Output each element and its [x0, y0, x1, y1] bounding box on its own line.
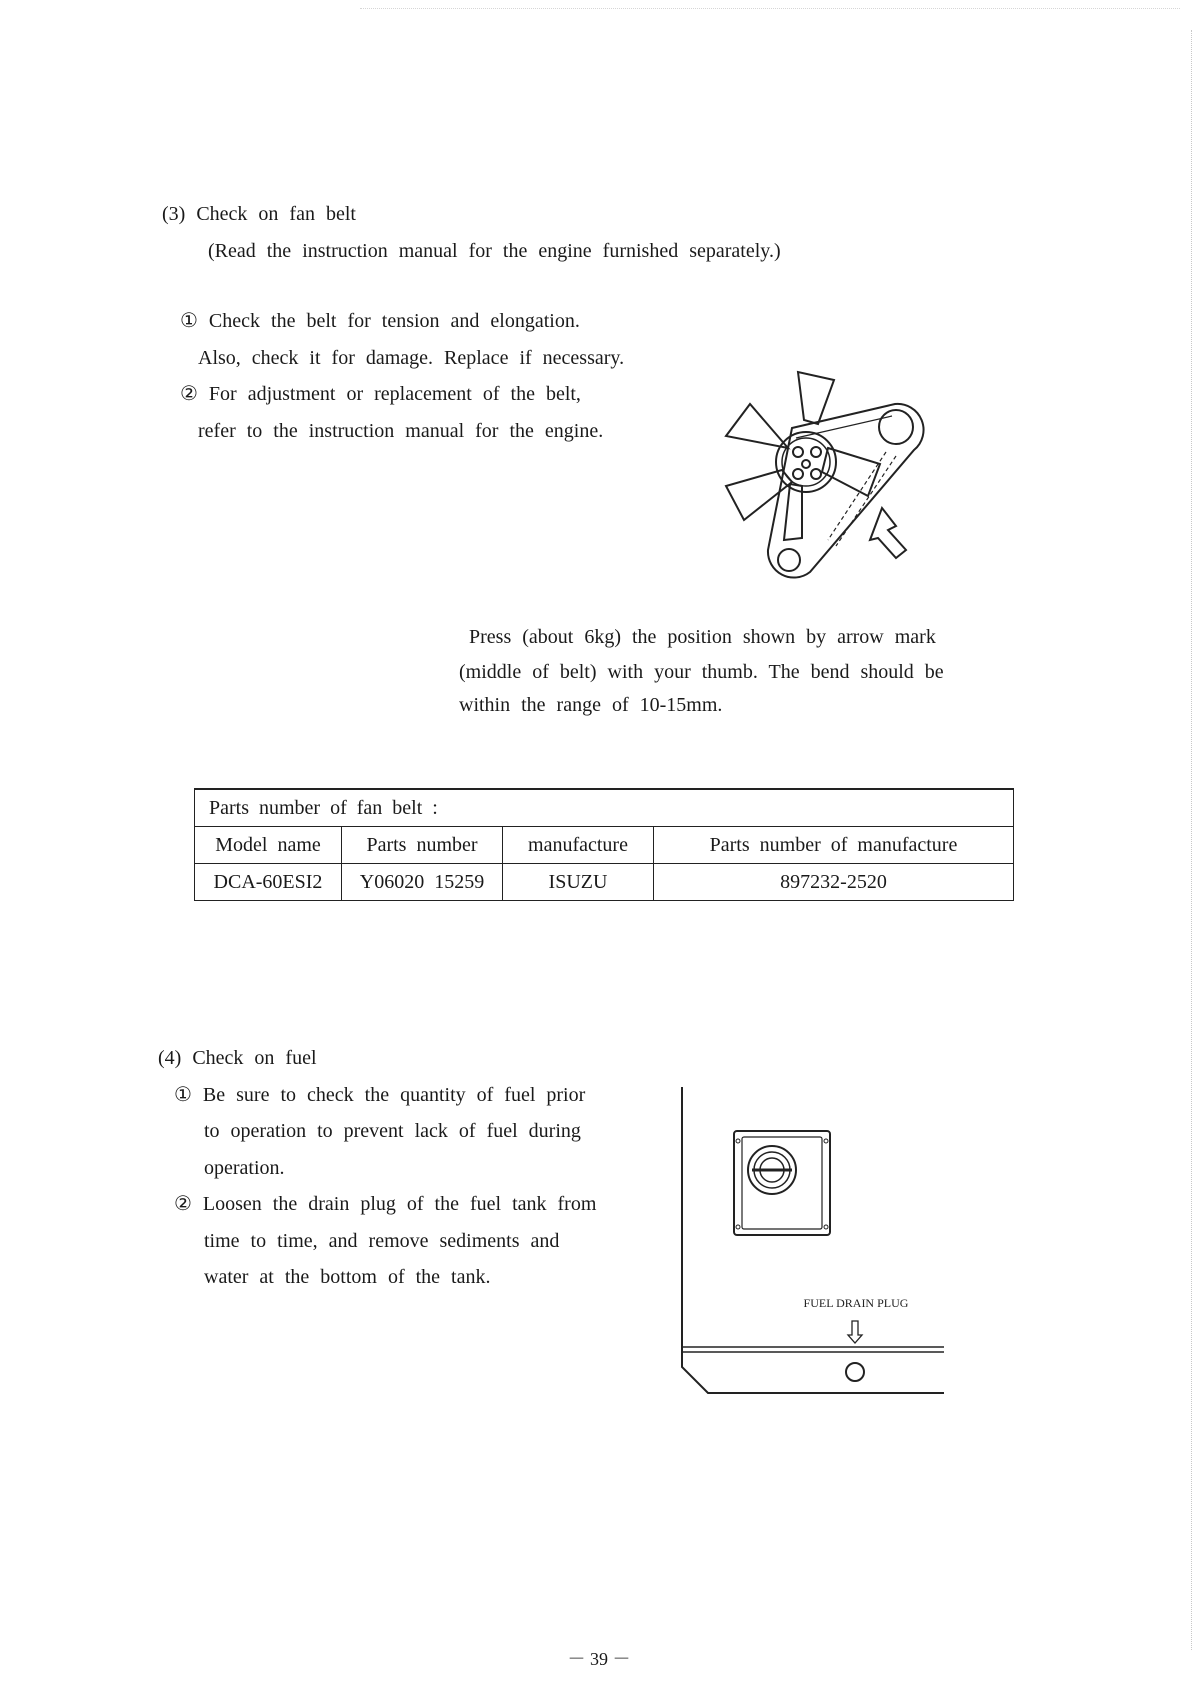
press-caption-line1: Press (about 6kg) the position shown by arrow mark: [469, 626, 936, 648]
alternator-pulley: [879, 410, 913, 444]
table-row: [195, 864, 1014, 901]
crank-pulley: [778, 549, 800, 571]
section3-item1-line1: ① Check the belt for tension and elongation.: [180, 310, 580, 332]
section3-item2-line2: refer to the instruction manual for the engine.: [198, 420, 604, 442]
section4-item2-line1: ② Loosen the drain plug of the fuel tank from: [174, 1193, 597, 1215]
fuel-tank-diagram: [680, 1085, 950, 1395]
fuel-drain-plug-label: FUEL DRAIN PLUG: [803, 1296, 909, 1310]
scan-edge-right: [1191, 30, 1192, 1650]
fan-blade-1: [726, 404, 788, 448]
parts-table-title: Parts number of fan belt :: [195, 789, 1014, 827]
cell-model-name: DCA-60ESI2: [195, 864, 342, 901]
fan-blade-5: [784, 484, 802, 540]
section3-subnote: (Read the instruction manual for the engine furnished separately.): [208, 240, 781, 262]
section4-heading: (4) Check on fuel: [158, 1047, 317, 1069]
section4-item1-line1: ① Be sure to check the quantity of fuel prior: [174, 1084, 586, 1106]
header-manufacture: manufacture: [503, 827, 654, 864]
parts-table: [194, 788, 1014, 901]
section4-item1-line2: to operation to prevent lack of fuel during: [204, 1120, 581, 1142]
press-caption-line2: (middle of belt) with your thumb. The bend should be: [459, 661, 944, 683]
cell-parts-number-of-manufacture: 897232-2520: [654, 864, 1014, 901]
fan-blade-2: [798, 372, 834, 424]
parts-table-header-row: [195, 827, 1014, 864]
filler-cap-panel: [734, 1131, 830, 1235]
press-caption-line3: within the range of 10-15mm.: [459, 694, 723, 716]
cell-parts-number: Y06020 15259: [342, 864, 503, 901]
header-parts-number: Parts number: [342, 827, 503, 864]
header-parts-number-of-manufacture: Parts number of manufacture: [654, 827, 1014, 864]
section3-item1-line2: Also, check it for damage. Replace if necessary.: [198, 347, 625, 369]
cell-manufacture: ISUZU: [503, 864, 654, 901]
section3-heading: (3) Check on fan belt: [162, 203, 356, 225]
fan-belt: [768, 404, 924, 578]
page-number: － 39 －: [567, 1649, 631, 1669]
section4-item2-line2: time to time, and remove sediments and: [204, 1230, 560, 1252]
fan-blade-3: [822, 448, 880, 496]
down-arrow-icon: [848, 1321, 862, 1343]
press-arrow-icon: [870, 508, 906, 558]
header-model-name: Model name: [195, 827, 342, 864]
drain-plug-icon: [846, 1363, 864, 1381]
scan-edge-top: [360, 8, 1180, 9]
section3-item2-line1: ② For adjustment or replacement of the belt,: [180, 383, 581, 405]
fan-belt-diagram: [700, 360, 940, 590]
section4-item1-line3: operation.: [204, 1157, 285, 1179]
section4-item2-line3: water at the bottom of the tank.: [204, 1266, 491, 1288]
